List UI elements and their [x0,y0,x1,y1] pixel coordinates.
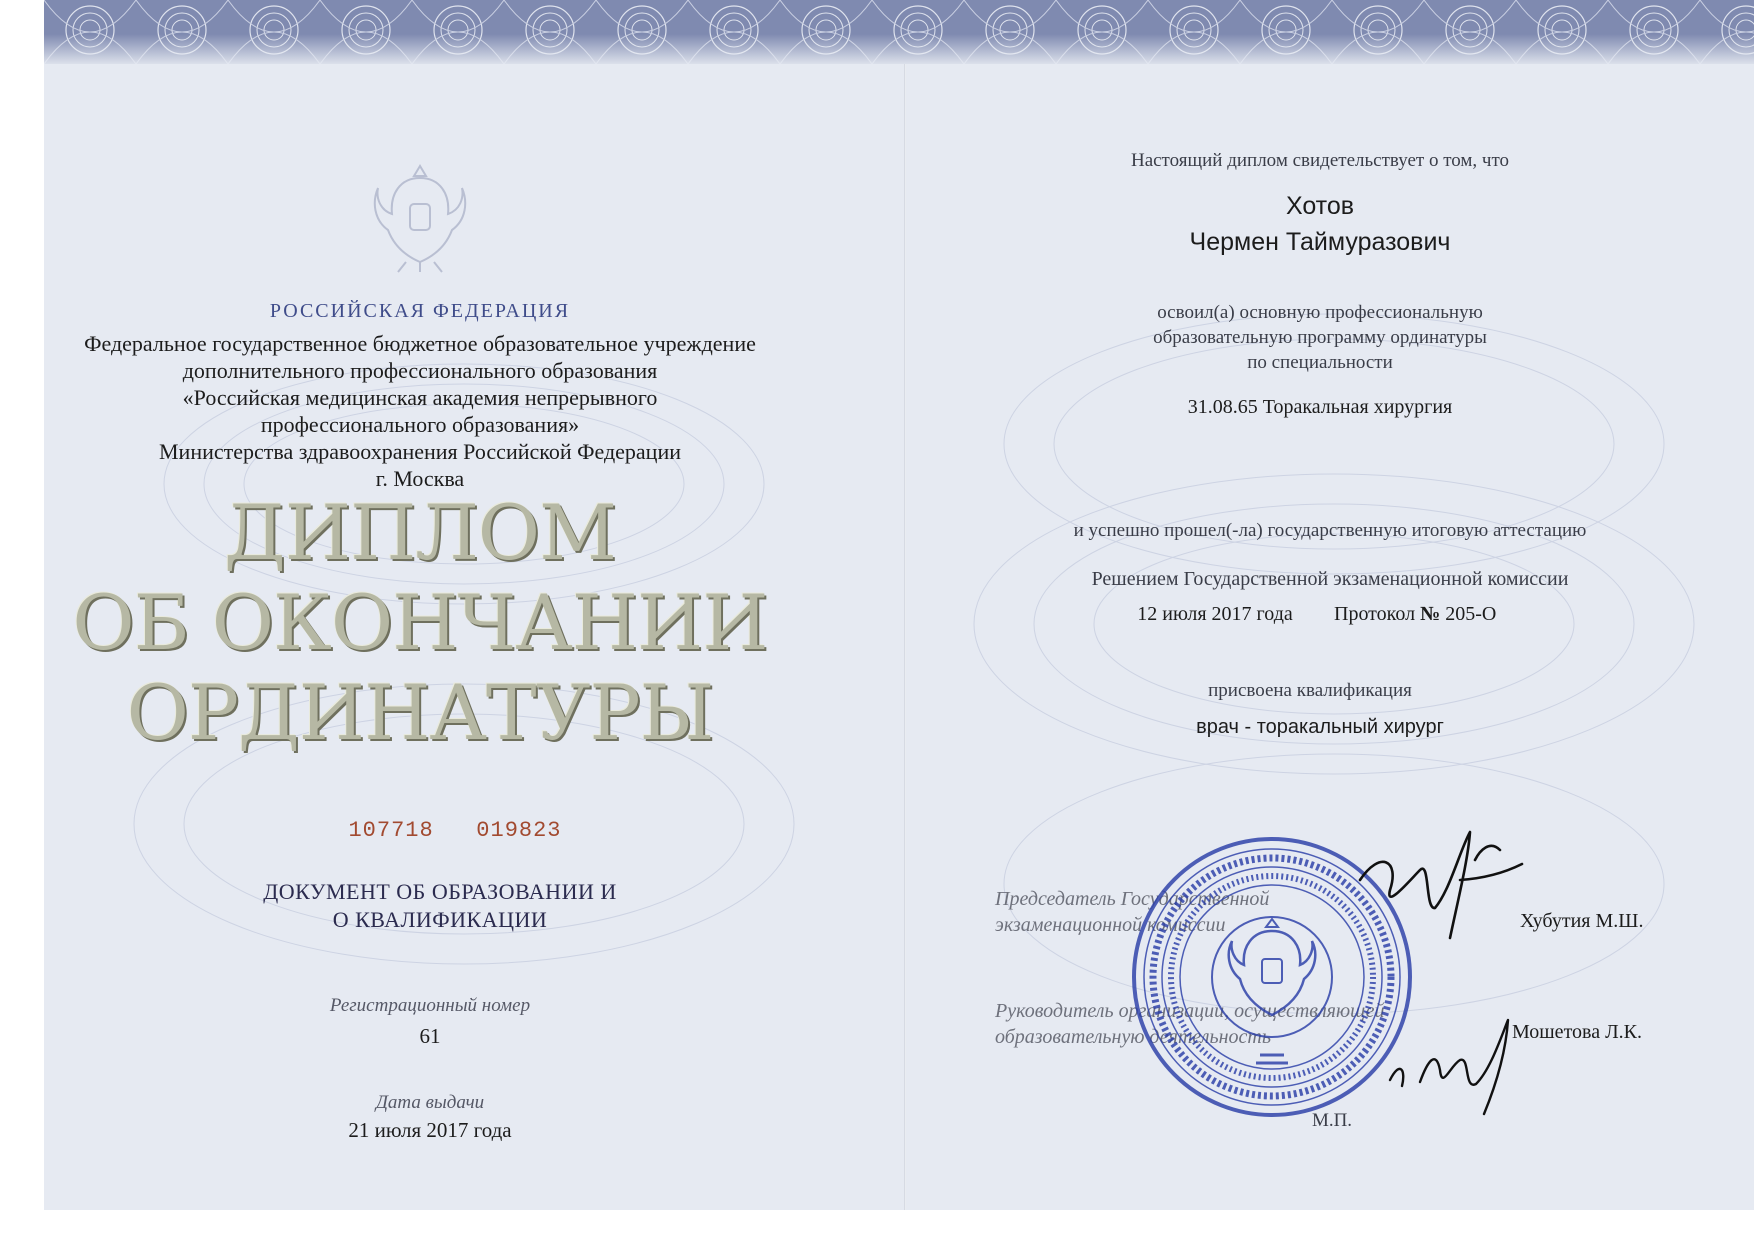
head-label-line: образовательную деятельность [995,1026,1271,1048]
document-type [240,878,640,934]
registration-number-label: Регистрационный номер [329,995,531,1016]
graduate-given-names: Чермен Таймуразович [1189,228,1451,256]
country-name: РОССИЙСКАЯ ФЕДЕРАЦИЯ [269,300,571,322]
page-fold [904,64,906,1210]
serial-number [340,818,570,843]
diploma-title-line: ОБ ОКОНЧАНИИ [72,578,768,667]
attestation-text: и успешно прошел(-ла) государственную итоговую аттестацию [1073,520,1587,541]
commission-decision: Решением Государственной экзаменационной комиссии [1091,568,1569,590]
program-description [1060,300,1580,375]
program-line: освоил(а) основную профессиональную [1157,302,1483,323]
diploma-title-line: ДИПЛОМ [224,488,616,577]
document-type-line: ДОКУМЕНТ ОБ ОБРАЗОВАНИИ И [263,879,617,904]
diploma-title-line: ОРДИНАТУРЫ [126,668,714,757]
protocol-reference [1334,603,1584,626]
institution-line: «Российская медицинская академия непрерывного [182,385,658,410]
institution-city: г. Москва [375,466,465,491]
program-line: по специальности [1247,352,1393,373]
decorative-top-border [44,0,1754,64]
chair-label-line: Председатель Государственной [995,888,1270,910]
protocol-label: Протокол [1334,603,1416,625]
issue-date-value: 21 июля 2017 года [348,1118,512,1142]
chair-signature-icon [1340,820,1530,950]
certification-intro: Настоящий диплом свидетельствует о том, что [1130,150,1510,171]
diploma-title [40,488,800,758]
commission-chair-name: Хубутия М.Ш. [1520,910,1644,932]
chair-label-line: экзаменационной комиссии [995,914,1226,936]
head-label-line: Руководитель организации, осуществляющей [995,1000,1385,1022]
institution-line: Федеральное государственное бюджетное образовательное учреждение [84,331,756,356]
eagle-emblem-icon [370,158,470,276]
graduate-surname: Хотов [1285,192,1355,220]
stamp-place-label: М.П. [1311,1110,1353,1131]
organization-head-name: Мошетова Л.К. [1512,1021,1642,1043]
institution-name [60,330,780,492]
exam-date: 12 июля 2017 года [1137,603,1293,625]
protocol-sign: № [1420,603,1441,625]
serial-series: 107718 [348,818,434,843]
registration-number-value: 61 [419,1024,441,1048]
document-type-line: О КВАЛИФИКАЦИИ [332,907,548,932]
program-line: образовательную программу ординатуры [1153,327,1487,348]
qualification-value: врач - торакальный хирург [1196,716,1444,738]
protocol-number: 205-О [1445,603,1497,625]
institution-line: профессионального образования» [260,412,580,437]
issue-date-label: Дата выдачи [375,1092,485,1113]
serial-number-value: 019823 [476,818,562,843]
institution-line: дополнительного профессионального образования [182,358,658,383]
qualification-label: присвоена квалификация [1208,680,1412,701]
institution-line: Министерства здравоохранения Российской Федерации [159,439,681,464]
head-signature-icon [1380,1010,1530,1120]
specialty: 31.08.65 Торакальная хирургия [1187,396,1453,418]
